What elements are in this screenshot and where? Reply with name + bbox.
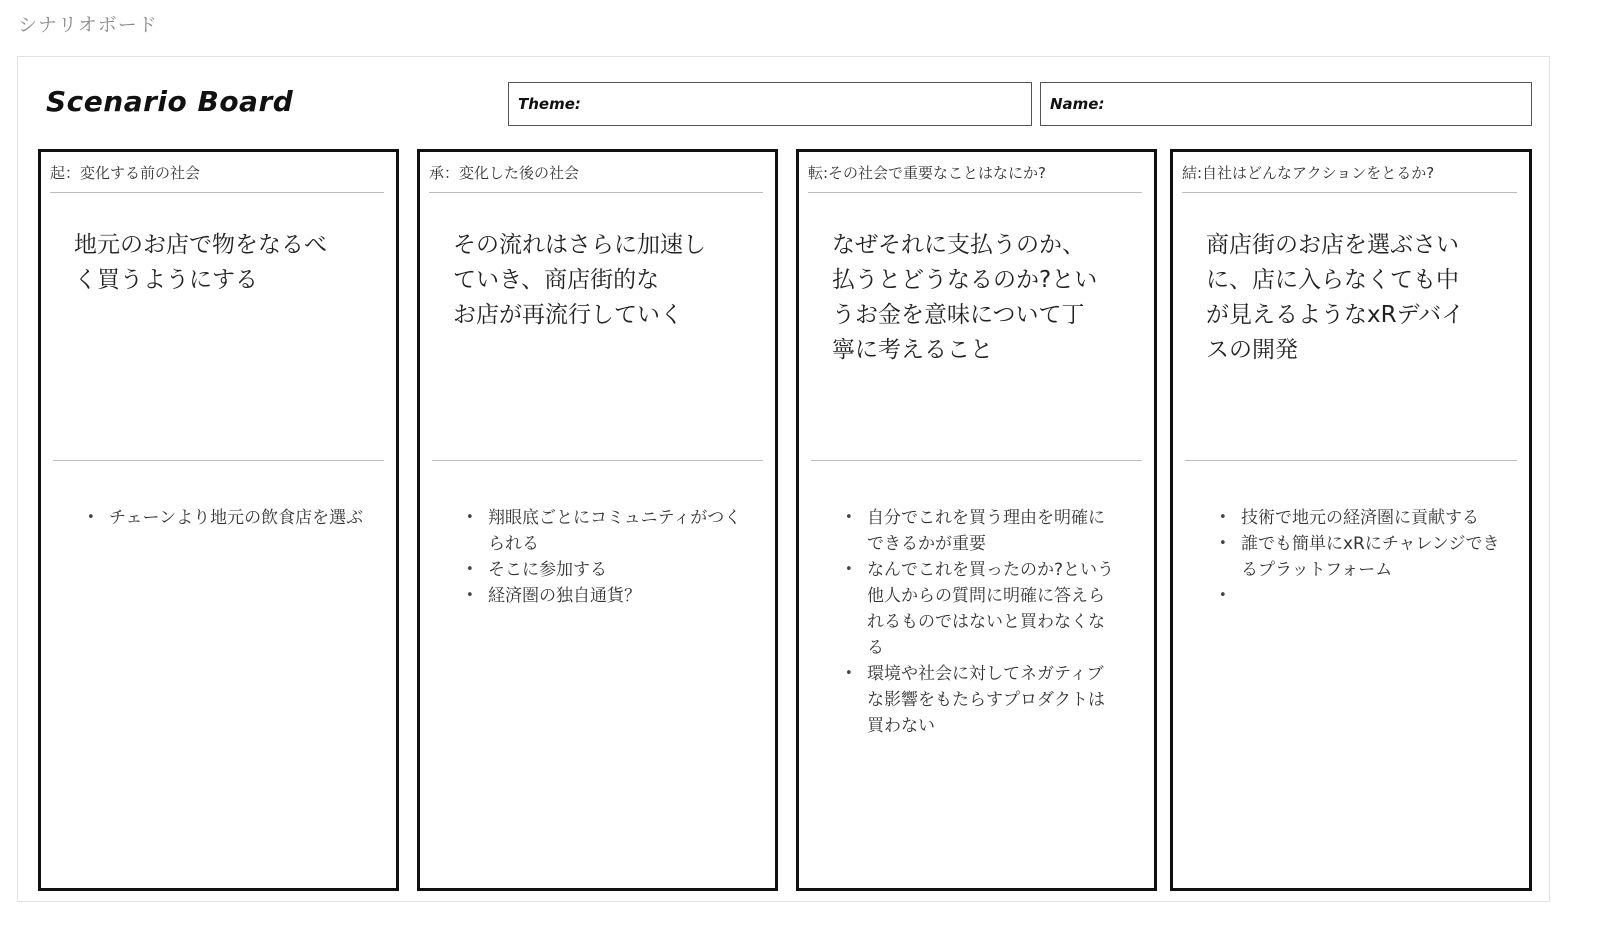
divider (432, 460, 763, 461)
divider (1185, 460, 1517, 461)
column-header: 承：変化した後の社会 (429, 164, 580, 182)
list-item (1241, 583, 1511, 609)
bullet-list[interactable] (841, 505, 1117, 739)
list-item: • 翔眼底ごとにコミュニティがつくられる (488, 505, 758, 557)
column-sho (417, 149, 778, 891)
column-main-text[interactable]: その流れはさらに加速し ていき、商店街的な お店が再流行していく (453, 232, 706, 328)
column-ki (38, 149, 399, 891)
bullet-list[interactable] (1215, 505, 1511, 609)
column-main-text[interactable]: なぜそれに支払うのか、 払うとどうなるのか?とい うお金を意味について丁 寧に考えること (832, 232, 1098, 363)
board-title: Scenario Board (46, 85, 294, 118)
list-item: • 環境や社会に対してネガティブな影響をもたらすプロダクトは買わない (867, 661, 1117, 739)
list-item: • 経済圏の独自通貨？ (488, 583, 758, 609)
bullet-list[interactable] (462, 505, 758, 609)
divider (811, 460, 1142, 461)
divider (53, 460, 384, 461)
bullet-list[interactable] (83, 505, 379, 531)
column-main-text[interactable]: 商店街のお店を選ぶさい に、店に入らなくても中 が見えるようなxRデバイ スの開発 (1206, 232, 1465, 363)
scenario-board (17, 56, 1550, 902)
column-ten (796, 149, 1157, 891)
name-field[interactable] (1040, 82, 1532, 126)
divider (50, 192, 384, 193)
list-item: • 誰でも簡単にxRにチャレンジできるプラットフォーム (1241, 531, 1511, 583)
column-ketsu (1170, 149, 1532, 891)
list-item: • 自分でこれを買う理由を明確にできるかが重要 (867, 505, 1117, 557)
list-item: • そこに参加する (488, 557, 758, 583)
theme-field[interactable] (508, 82, 1032, 126)
divider (808, 192, 1142, 193)
divider (1182, 192, 1517, 193)
column-header: 結:自社はどんなアクションをとるか? (1182, 164, 1435, 182)
name-label: Name: (1050, 95, 1105, 113)
column-header: 転:その社会で重要なことはなにか? (808, 164, 1047, 182)
column-main-text[interactable]: 地元のお店で物をなるべ く買うようにする (74, 232, 327, 293)
list-item: • 技術で地元の経済圏に貢献する (1241, 505, 1511, 531)
divider (429, 192, 763, 193)
list-item: • チェーンより地元の飲食店を選ぶ (109, 505, 379, 531)
list-item: • なんでこれを買ったのか?という他人からの質問に明確に答えられるものではないと買わなくなる (867, 557, 1117, 661)
theme-label: Theme: (518, 95, 581, 113)
column-header: 起：変化する前の社会 (50, 164, 201, 182)
page-label: シナリオボード (18, 14, 158, 36)
